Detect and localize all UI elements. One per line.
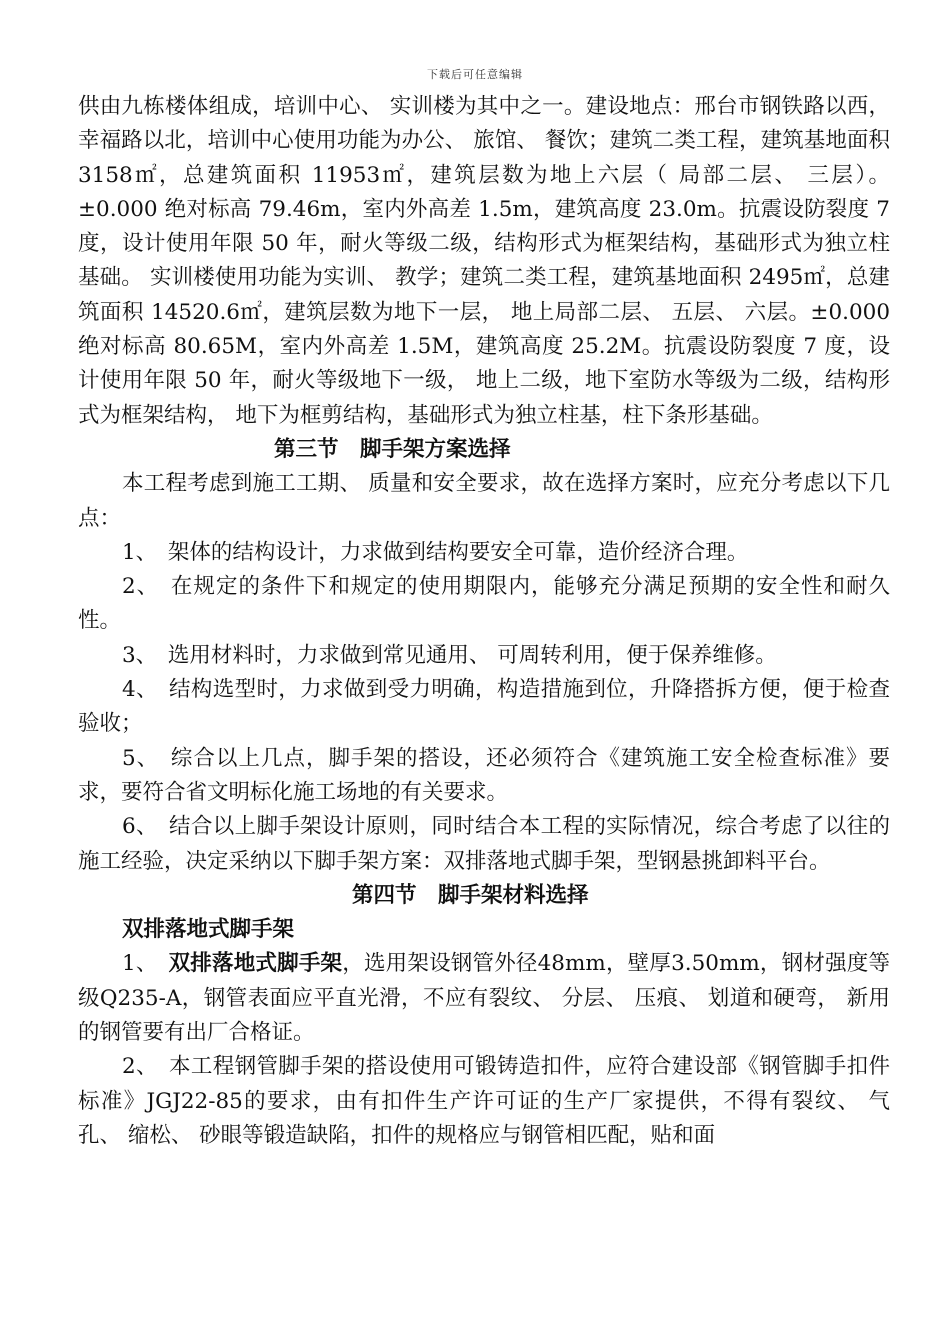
intro-paragraph: 供由九栋楼体组成，培训中心、 实训楼为其中之一。建设地点：邢台市钢铁路以西，幸福路以北，培训中心使用功能为办公、 旅馆、 餐饮；建筑二类工程，建筑基地面积 3158㎡，总建筑面积 11953㎡，建筑层数为地上六层（ 局部二层、 三层）。±0.000 绝对标高 79.46m，室内外高差 1.5m，建筑高度 23.0m。抗震设防裂度 7 度，设计使用年限 50 年，耐火等级二级，结构形式为框架结构，基础形式为独立柱基础。 实训楼使用功能为实训、 教学；建筑二类工程，建筑基地面积 2495㎡，总建筑面积 14520.6㎡，建筑层数为地下一层， 地上局部二层、 五层、 六层。±0.000 绝对标高 80.65M，室内外高差 1.5M，建筑高度 25.2M。抗震设防裂度 7 度，设计使用年限 50 年，耐火等级地下一级， 地上二级，地下室防水等级为二级，结构形式为框架结构， 地下为框剪结构，基础形式为独立柱基，柱下条形基础。: [78, 94, 891, 428]
page-header: 下载后可任意编辑: [427, 68, 523, 81]
material-item-1: [78, 947, 890, 1050]
list-item-3: 3、 选用材料时，力求做到常见通用、 可周转利用，便于保养维修。: [122, 642, 777, 668]
list-item-1: 1、 架体的结构设计，力求做到结构要安全可靠，造价经济合理。: [122, 539, 749, 565]
material-item-1-bold: 双排落地式脚手架: [168, 951, 343, 977]
list-item-4: 4、 结构选型时，力求做到受力明确，构造措施到位，升降搭拆方便，便于检查验收；: [78, 677, 890, 737]
material-item-1-rest: ，选用架设钢管外径48mm，壁厚3.50mm，钢材强度等级Q235-A，钢管表面应平直光滑，不应有裂纹、 分层、 压痕、 划道和硬弯， 新用的钢管要有出厂合格证。: [78, 951, 890, 1046]
section-4-title: 第四节 脚手架材料选择: [352, 882, 589, 908]
subsection-title: 双排落地式脚手架: [122, 917, 295, 943]
section-3-title: 第三节 脚手架方案选择: [274, 436, 511, 462]
list-item-6: 6、 结合以上脚手架设计原则，同时结合本工程的实际情况，综合考虑了以往的施工经验，决定采纳以下脚手架方案：双排落地式脚手架，型钢悬挑卸料平台。: [78, 814, 890, 874]
material-item-1-prefix: 1、: [122, 951, 169, 977]
list-item-2: 2、 在规定的条件下和规定的使用期限内，能够充分满足预期的安全性和耐久性。: [78, 574, 890, 634]
section-3-intro: 本工程考虑到施工工期、 质量和安全要求，故在选择方案时，应充分考虑以下几点：: [78, 471, 890, 531]
material-item-2: 2、 本工程钢管脚手架的搭设使用可锻铸造扣件，应符合建设部《钢管脚手扣件标准》JGJ22-85的要求，由有扣件生产许可证的生产厂家提供，不得有裂纹、 气孔、 缩松、 砂眼等锻造缺陷，扣件的规格应与钢管相匹配，贴和面: [78, 1054, 890, 1148]
document-body: [78, 90, 890, 1153]
list-item-5: 5、 综合以上几点，脚手架的搭设，还必须符合《建筑施工安全检查标准》要求，要符合省文明标化施工场地的有关要求。: [78, 745, 890, 805]
